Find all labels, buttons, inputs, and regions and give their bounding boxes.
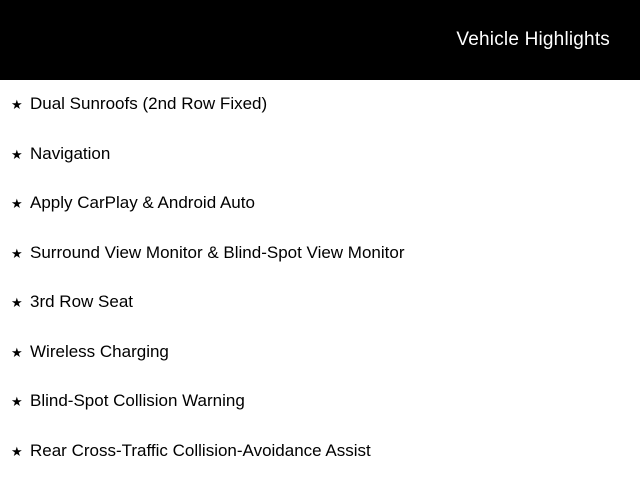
- page-title: Vehicle Highlights: [456, 29, 610, 51]
- list-item-label: Wireless Charging: [30, 342, 169, 362]
- list-item-label: Apply CarPlay & Android Auto: [30, 193, 255, 213]
- star-icon: ★: [11, 148, 30, 161]
- star-icon: ★: [11, 445, 30, 458]
- list-item: [0, 292, 640, 342]
- star-icon: ★: [11, 197, 30, 210]
- star-icon: ★: [11, 98, 30, 111]
- star-icon: ★: [11, 296, 30, 309]
- list-item-label: Surround View Monitor & Blind-Spot View Monitor: [30, 243, 405, 263]
- list-item-label: Rear Cross-Traffic Collision-Avoidance Assist: [30, 441, 371, 461]
- header-bar: [0, 0, 640, 80]
- list-item: [0, 243, 640, 293]
- star-icon: ★: [11, 346, 30, 359]
- list-item: [0, 94, 640, 144]
- list-item-label: Blind-Spot Collision Warning: [30, 391, 245, 411]
- list-item-label: Navigation: [30, 144, 110, 164]
- vehicle-highlights-list: [0, 80, 640, 490]
- list-item: [0, 342, 640, 392]
- list-item: [0, 391, 640, 441]
- star-icon: ★: [11, 395, 30, 408]
- list-item: [0, 193, 640, 243]
- list-item-label: Dual Sunroofs (2nd Row Fixed): [30, 94, 267, 114]
- list-item: [0, 441, 640, 490]
- star-icon: ★: [11, 247, 30, 260]
- list-item: [0, 144, 640, 194]
- list-item-label: 3rd Row Seat: [30, 292, 133, 312]
